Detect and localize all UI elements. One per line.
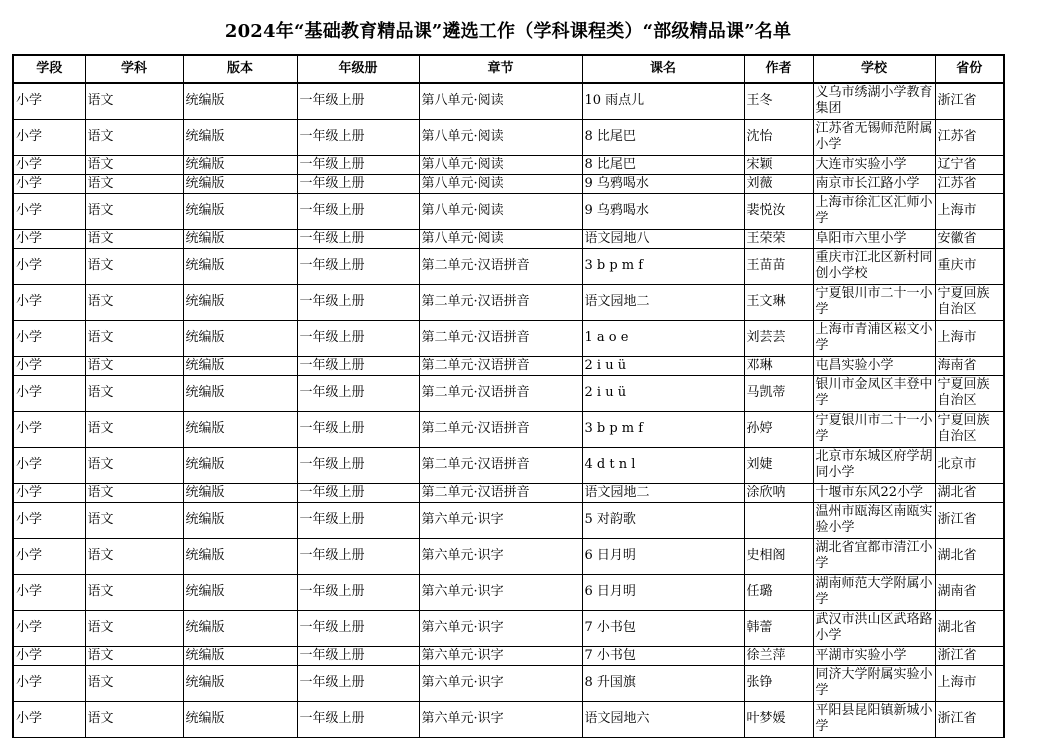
table-header [13, 55, 1004, 83]
chapter-cell: 第六单元·识字 [419, 646, 582, 665]
subject-cell: 语文 [85, 646, 183, 665]
chapter-cell: 第八单元·阅读 [419, 174, 582, 193]
column-header-chapter: 章节 [419, 55, 582, 83]
school-cell: 银川市金凤区丰登中学 [813, 375, 935, 411]
grade-volume-cell: 一年级上册 [297, 356, 419, 375]
province-cell: 上海市 [935, 320, 1004, 356]
table-row [13, 646, 1004, 665]
table-row [13, 193, 1004, 229]
province-cell: 湖北省 [935, 610, 1004, 646]
stage-cell: 小学 [13, 375, 85, 411]
author-cell: 孙婷 [744, 411, 813, 447]
column-header-subject: 学科 [85, 55, 183, 83]
province-cell: 宁夏回族自治区 [935, 411, 1004, 447]
edition-cell: 统编版 [183, 174, 297, 193]
province-cell: 北京市 [935, 447, 1004, 483]
author-cell: 王冬 [744, 83, 813, 119]
edition-cell: 统编版 [183, 483, 297, 502]
lesson-cell: 4 d t n l [582, 447, 744, 483]
author-cell: 刘芸芸 [744, 320, 813, 356]
table-row [13, 284, 1004, 320]
grade-volume-cell: 一年级上册 [297, 411, 419, 447]
school-cell: 屯昌实验小学 [813, 356, 935, 375]
table-row [13, 375, 1004, 411]
lesson-cell: 9 乌鸦喝水 [582, 193, 744, 229]
school-cell: 阜阳市六里小学 [813, 229, 935, 248]
grade-volume-cell: 一年级上册 [297, 320, 419, 356]
document-title: 2024年“基础教育精品课”遴选工作（学科课程类）“部级精品课”名单 [224, 21, 792, 42]
lesson-cell: 语文园地六 [582, 701, 744, 737]
lesson-cell: 8 比尾巴 [582, 119, 744, 155]
lesson-cell: 3 b p m f [582, 411, 744, 447]
edition-cell: 统编版 [183, 356, 297, 375]
lesson-cell: 2 i u ü [582, 356, 744, 375]
school-cell: 上海市徐汇区汇师小学 [813, 193, 935, 229]
province-cell: 浙江省 [935, 701, 1004, 737]
author-cell: 宋颖 [744, 155, 813, 174]
chapter-cell: 第六单元·识字 [419, 701, 582, 737]
province-cell: 辽宁省 [935, 155, 1004, 174]
school-cell: 南京市长江路小学 [813, 174, 935, 193]
author-cell: 涂欣呐 [744, 483, 813, 502]
school-cell: 义乌市绣湖小学教育集团 [813, 83, 935, 119]
school-cell: 湖南师范大学附属小学 [813, 574, 935, 610]
table-row [13, 248, 1004, 284]
province-cell: 江苏省 [935, 119, 1004, 155]
chapter-cell: 第八单元·阅读 [419, 193, 582, 229]
author-cell: 沈怡 [744, 119, 813, 155]
column-header-grade-volume: 年级册 [297, 55, 419, 83]
author-cell: 裴悦汝 [744, 193, 813, 229]
chapter-cell: 第二单元·汉语拼音 [419, 447, 582, 483]
grade-volume-cell: 一年级上册 [297, 248, 419, 284]
lesson-cell: 5 对韵歌 [582, 502, 744, 538]
edition-cell: 统编版 [183, 119, 297, 155]
chapter-cell: 第六单元·识字 [419, 665, 582, 701]
province-cell: 宁夏回族自治区 [935, 375, 1004, 411]
edition-cell: 统编版 [183, 284, 297, 320]
stage-cell: 小学 [13, 320, 85, 356]
table-row [13, 447, 1004, 483]
school-cell: 江苏省无锡师范附属小学 [813, 119, 935, 155]
author-cell: 任璐 [744, 574, 813, 610]
subject-cell: 语文 [85, 155, 183, 174]
subject-cell: 语文 [85, 174, 183, 193]
province-cell: 上海市 [935, 665, 1004, 701]
stage-cell: 小学 [13, 502, 85, 538]
table-row [13, 574, 1004, 610]
stage-cell: 小学 [13, 610, 85, 646]
edition-cell: 统编版 [183, 248, 297, 284]
table-row [13, 83, 1004, 119]
province-cell: 江苏省 [935, 174, 1004, 193]
edition-cell: 统编版 [183, 229, 297, 248]
grade-volume-cell: 一年级上册 [297, 483, 419, 502]
subject-cell: 语文 [85, 538, 183, 574]
subject-cell: 语文 [85, 411, 183, 447]
author-cell: 韩蕾 [744, 610, 813, 646]
stage-cell: 小学 [13, 248, 85, 284]
province-cell: 浙江省 [935, 502, 1004, 538]
grade-volume-cell: 一年级上册 [297, 701, 419, 737]
grade-volume-cell: 一年级上册 [297, 665, 419, 701]
lesson-cell: 语文园地二 [582, 483, 744, 502]
grade-volume-cell: 一年级上册 [297, 375, 419, 411]
author-cell: 史相阁 [744, 538, 813, 574]
chapter-cell: 第六单元·识字 [419, 538, 582, 574]
subject-cell: 语文 [85, 83, 183, 119]
table-row [13, 229, 1004, 248]
edition-cell: 统编版 [183, 610, 297, 646]
stage-cell: 小学 [13, 701, 85, 737]
stage-cell: 小学 [13, 483, 85, 502]
lesson-cell: 1 a o e [582, 320, 744, 356]
table-row [13, 119, 1004, 155]
subject-cell: 语文 [85, 248, 183, 284]
subject-cell: 语文 [85, 610, 183, 646]
school-cell: 湖北省宜都市清江小学 [813, 538, 935, 574]
table-row [13, 174, 1004, 193]
table-body [13, 83, 1004, 737]
author-cell: 叶梦媛 [744, 701, 813, 737]
lesson-cell: 语文园地八 [582, 229, 744, 248]
stage-cell: 小学 [13, 646, 85, 665]
author-cell: 张铮 [744, 665, 813, 701]
subject-cell: 语文 [85, 502, 183, 538]
chapter-cell: 第八单元·阅读 [419, 229, 582, 248]
table-row [13, 356, 1004, 375]
chapter-cell: 第六单元·识字 [419, 502, 582, 538]
chapter-cell: 第二单元·汉语拼音 [419, 248, 582, 284]
table-row [13, 320, 1004, 356]
column-header-stage: 学段 [13, 55, 85, 83]
chapter-cell: 第二单元·汉语拼音 [419, 483, 582, 502]
school-cell: 温州市瓯海区南瓯实验小学 [813, 502, 935, 538]
author-cell: 马凯蒂 [744, 375, 813, 411]
subject-cell: 语文 [85, 665, 183, 701]
lesson-cell: 语文园地二 [582, 284, 744, 320]
table-row [13, 411, 1004, 447]
author-cell: 刘婕 [744, 447, 813, 483]
stage-cell: 小学 [13, 119, 85, 155]
school-cell: 同济大学附属实验小学 [813, 665, 935, 701]
stage-cell: 小学 [13, 447, 85, 483]
school-cell: 北京市东城区府学胡同小学 [813, 447, 935, 483]
column-header-lesson: 课名 [582, 55, 744, 83]
subject-cell: 语文 [85, 193, 183, 229]
chapter-cell: 第八单元·阅读 [419, 83, 582, 119]
grade-volume-cell: 一年级上册 [297, 229, 419, 248]
subject-cell: 语文 [85, 447, 183, 483]
column-header-province: 省份 [935, 55, 1004, 83]
author-cell [744, 502, 813, 538]
province-cell: 湖南省 [935, 574, 1004, 610]
subject-cell: 语文 [85, 574, 183, 610]
stage-cell: 小学 [13, 538, 85, 574]
grade-volume-cell: 一年级上册 [297, 574, 419, 610]
author-cell: 王文琳 [744, 284, 813, 320]
lesson-cell: 6 日月明 [582, 574, 744, 610]
table-row [13, 665, 1004, 701]
lesson-cell: 7 小书包 [582, 610, 744, 646]
chapter-cell: 第二单元·汉语拼音 [419, 320, 582, 356]
table-row [13, 701, 1004, 737]
lesson-cell: 10 雨点儿 [582, 83, 744, 119]
table-row [13, 610, 1004, 646]
author-cell: 刘薇 [744, 174, 813, 193]
school-cell: 重庆市江北区新村同创小学校 [813, 248, 935, 284]
province-cell: 宁夏回族自治区 [935, 284, 1004, 320]
stage-cell: 小学 [13, 155, 85, 174]
edition-cell: 统编版 [183, 701, 297, 737]
edition-cell: 统编版 [183, 574, 297, 610]
subject-cell: 语文 [85, 320, 183, 356]
edition-cell: 统编版 [183, 83, 297, 119]
edition-cell: 统编版 [183, 646, 297, 665]
stage-cell: 小学 [13, 83, 85, 119]
edition-cell: 统编版 [183, 502, 297, 538]
subject-cell: 语文 [85, 701, 183, 737]
column-header-school: 学校 [813, 55, 935, 83]
chapter-cell: 第八单元·阅读 [419, 119, 582, 155]
lesson-cell: 7 小书包 [582, 646, 744, 665]
subject-cell: 语文 [85, 229, 183, 248]
edition-cell: 统编版 [183, 447, 297, 483]
author-cell: 徐兰萍 [744, 646, 813, 665]
grade-volume-cell: 一年级上册 [297, 538, 419, 574]
stage-cell: 小学 [13, 193, 85, 229]
lesson-cell: 3 b p m f [582, 248, 744, 284]
edition-cell: 统编版 [183, 155, 297, 174]
edition-cell: 统编版 [183, 411, 297, 447]
chapter-cell: 第二单元·汉语拼音 [419, 375, 582, 411]
chapter-cell: 第二单元·汉语拼音 [419, 284, 582, 320]
school-cell: 平湖市实验小学 [813, 646, 935, 665]
stage-cell: 小学 [13, 356, 85, 375]
author-cell: 邓琳 [744, 356, 813, 375]
chapter-cell: 第八单元·阅读 [419, 155, 582, 174]
chapter-cell: 第六单元·识字 [419, 610, 582, 646]
course-list-table [12, 54, 1005, 738]
stage-cell: 小学 [13, 229, 85, 248]
province-cell: 湖北省 [935, 538, 1004, 574]
column-header-author: 作者 [744, 55, 813, 83]
stage-cell: 小学 [13, 174, 85, 193]
province-cell: 浙江省 [935, 83, 1004, 119]
school-cell: 武汉市洪山区武珞路小学 [813, 610, 935, 646]
school-cell: 大连市实验小学 [813, 155, 935, 174]
header-row [13, 55, 1004, 83]
subject-cell: 语文 [85, 356, 183, 375]
grade-volume-cell: 一年级上册 [297, 646, 419, 665]
subject-cell: 语文 [85, 119, 183, 155]
lesson-cell: 8 比尾巴 [582, 155, 744, 174]
province-cell: 安徽省 [935, 229, 1004, 248]
province-cell: 上海市 [935, 193, 1004, 229]
edition-cell: 统编版 [183, 193, 297, 229]
school-cell: 平阳县昆阳镇新城小学 [813, 701, 935, 737]
school-cell: 宁夏银川市二十一小学 [813, 411, 935, 447]
grade-volume-cell: 一年级上册 [297, 119, 419, 155]
stage-cell: 小学 [13, 411, 85, 447]
chapter-cell: 第二单元·汉语拼音 [419, 356, 582, 375]
lesson-cell: 2 i u ü [582, 375, 744, 411]
table-row [13, 483, 1004, 502]
lesson-cell: 8 升国旗 [582, 665, 744, 701]
grade-volume-cell: 一年级上册 [297, 174, 419, 193]
stage-cell: 小学 [13, 284, 85, 320]
edition-cell: 统编版 [183, 538, 297, 574]
stage-cell: 小学 [13, 574, 85, 610]
grade-volume-cell: 一年级上册 [297, 193, 419, 229]
subject-cell: 语文 [85, 375, 183, 411]
edition-cell: 统编版 [183, 665, 297, 701]
province-cell: 重庆市 [935, 248, 1004, 284]
grade-volume-cell: 一年级上册 [297, 83, 419, 119]
grade-volume-cell: 一年级上册 [297, 610, 419, 646]
author-cell: 王苗苗 [744, 248, 813, 284]
school-cell: 宁夏银川市二十一小学 [813, 284, 935, 320]
province-cell: 湖北省 [935, 483, 1004, 502]
grade-volume-cell: 一年级上册 [297, 502, 419, 538]
province-cell: 海南省 [935, 356, 1004, 375]
lesson-cell: 9 乌鸦喝水 [582, 174, 744, 193]
stage-cell: 小学 [13, 665, 85, 701]
grade-volume-cell: 一年级上册 [297, 155, 419, 174]
grade-volume-cell: 一年级上册 [297, 447, 419, 483]
subject-cell: 语文 [85, 483, 183, 502]
edition-cell: 统编版 [183, 320, 297, 356]
column-header-edition: 版本 [183, 55, 297, 83]
chapter-cell: 第六单元·识字 [419, 574, 582, 610]
table-row [13, 538, 1004, 574]
province-cell: 浙江省 [935, 646, 1004, 665]
school-cell: 十堰市东风22小学 [813, 483, 935, 502]
edition-cell: 统编版 [183, 375, 297, 411]
chapter-cell: 第二单元·汉语拼音 [419, 411, 582, 447]
table-row [13, 155, 1004, 174]
lesson-cell: 6 日月明 [582, 538, 744, 574]
school-cell: 上海市青浦区崧文小学 [813, 320, 935, 356]
table-row [13, 502, 1004, 538]
subject-cell: 语文 [85, 284, 183, 320]
author-cell: 王荣荣 [744, 229, 813, 248]
grade-volume-cell: 一年级上册 [297, 284, 419, 320]
